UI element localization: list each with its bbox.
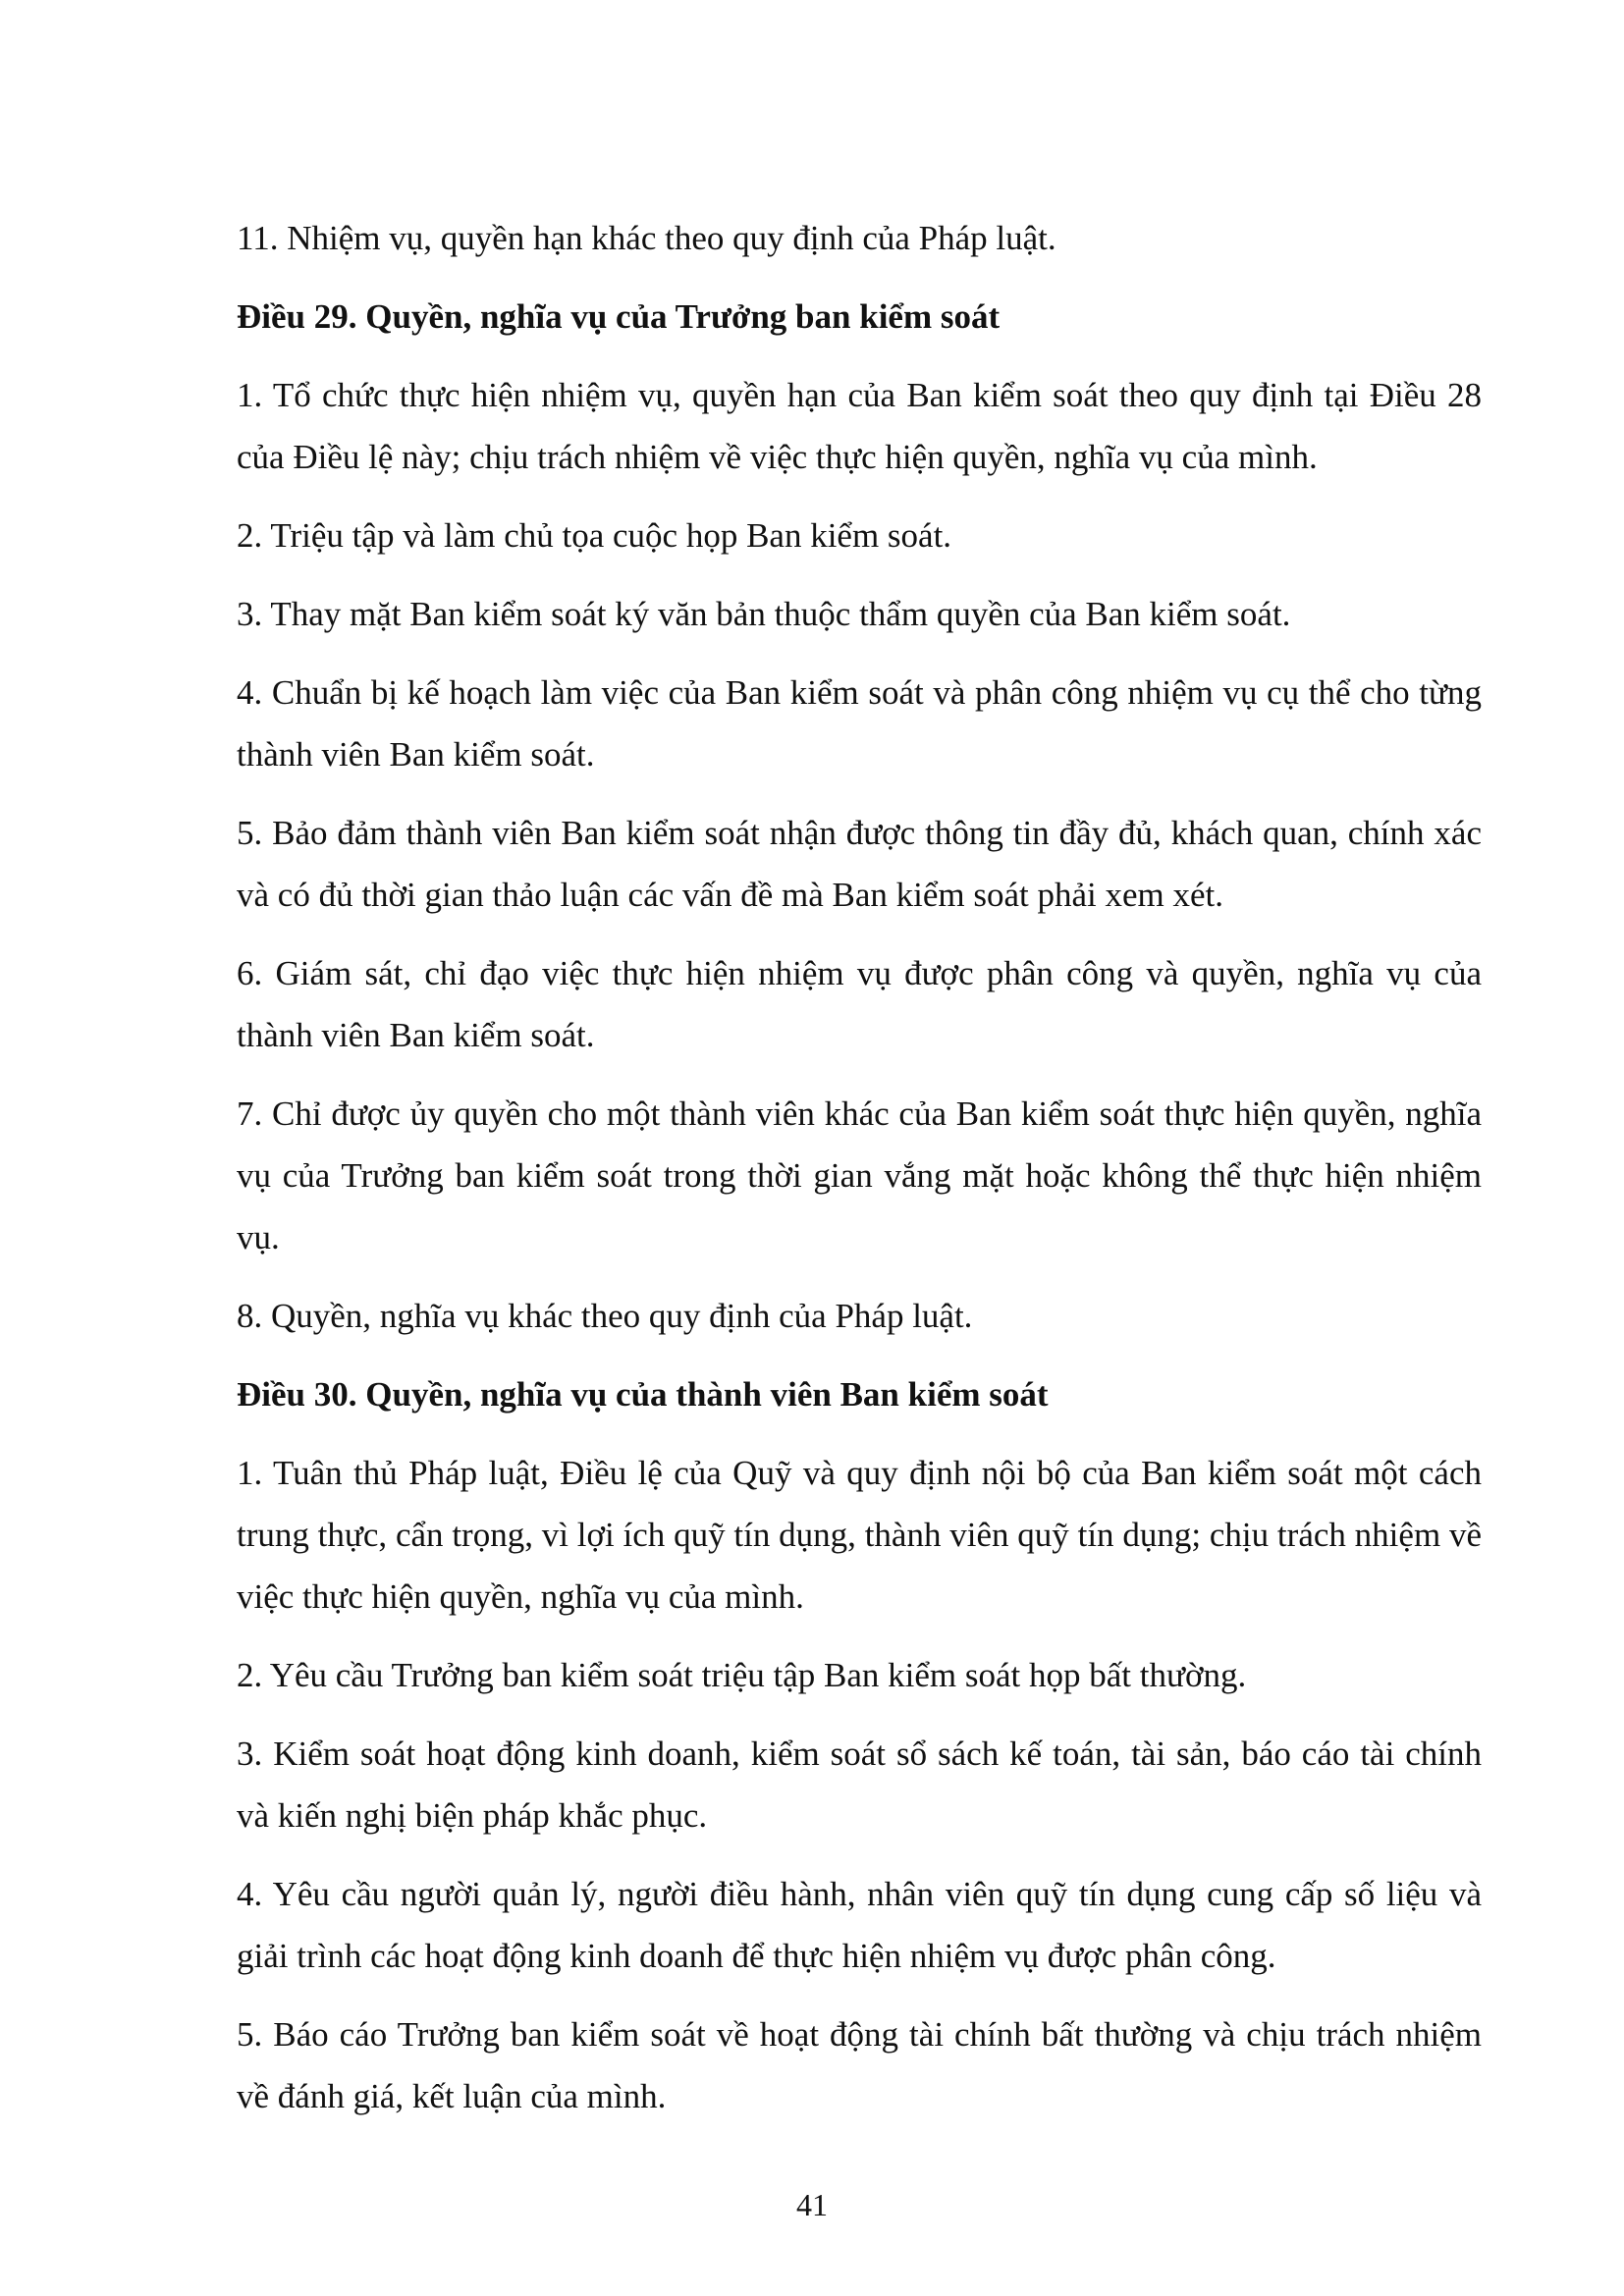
page-number: 41: [796, 2187, 828, 2222]
paragraph-item-1: 1. Tuân thủ Pháp luật, Điều lệ của Quỹ và quy định nội bộ của Ban kiểm soát một cách trung thực, cẩn trọng, vì lợi ích quỹ tín dụng, thành viên quỹ tín dụng; chịu trách nhiệm về việc thực hiện quyền, nghĩa vụ của mình.: [237, 1454, 1482, 1616]
paragraph-item-6: 6. Giám sát, chỉ đạo việc thực hiện nhiệm vụ được phân công và quyền, nghĩa vụ của thành viên Ban kiểm soát.: [237, 954, 1482, 1054]
paragraph-item-1: 1. Tổ chức thực hiện nhiệm vụ, quyền hạn của Ban kiểm soát theo quy định tại Điều 28 của Điều lệ này; chịu trách nhiệm về việc thực hiện quyền, nghĩa vụ của mình.: [237, 376, 1482, 476]
paragraph-item-2: 2. Yêu cầu Trưởng ban kiểm soát triệu tập Ban kiểm soát họp bất thường.: [237, 1656, 1247, 1694]
paragraph-item-2: 2. Triệu tập và làm chủ tọa cuộc họp Ban kiểm soát.: [237, 516, 952, 555]
paragraph-item-4: 4. Chuẩn bị kế hoạch làm việc của Ban kiểm soát và phân công nhiệm vụ cụ thể cho từng thành viên Ban kiểm soát.: [237, 673, 1482, 774]
paragraph-item-5: 5. Báo cáo Trưởng ban kiểm soát về hoạt động tài chính bất thường và chịu trách nhiệm về đánh giá, kết luận của mình.: [237, 2015, 1482, 2115]
paragraph-item-3: 3. Thay mặt Ban kiểm soát ký văn bản thuộc thẩm quyền của Ban kiểm soát.: [237, 595, 1291, 633]
article-30-heading: Điều 30. Quyền, nghĩa vụ của thành viên Ban kiểm soát: [237, 1375, 1049, 1414]
paragraph-item-5: 5. Bảo đảm thành viên Ban kiểm soát nhận được thông tin đầy đủ, khách quan, chính xác và có đủ thời gian thảo luận các vấn đề mà Ban kiểm soát phải xem xét.: [237, 814, 1482, 914]
paragraph-item-11: 11. Nhiệm vụ, quyền hạn khác theo quy định của Pháp luật.: [237, 219, 1056, 257]
paragraph-item-3: 3. Kiểm soát hoạt động kinh doanh, kiểm soát sổ sách kế toán, tài sản, báo cáo tài chính và kiến nghị biện pháp khắc phục.: [237, 1735, 1482, 1835]
paragraph-item-7: 7. Chỉ được ủy quyền cho một thành viên khác của Ban kiểm soát thực hiện quyền, nghĩa vụ của Trưởng ban kiểm soát trong thời gian vắng mặt hoặc không thể thực hiện nhiệm vụ.: [237, 1095, 1482, 1256]
paragraph-item-8: 8. Quyền, nghĩa vụ khác theo quy định của Pháp luật.: [237, 1297, 973, 1335]
paragraph-item-4: 4. Yêu cầu người quản lý, người điều hành, nhân viên quỹ tín dụng cung cấp số liệu và giải trình các hoạt động kinh doanh để thực hiện nhiệm vụ được phân công.: [237, 1875, 1482, 1975]
article-29-heading: Điều 29. Quyền, nghĩa vụ của Trưởng ban kiểm soát: [237, 297, 1001, 336]
document-body: [237, 207, 1482, 2144]
